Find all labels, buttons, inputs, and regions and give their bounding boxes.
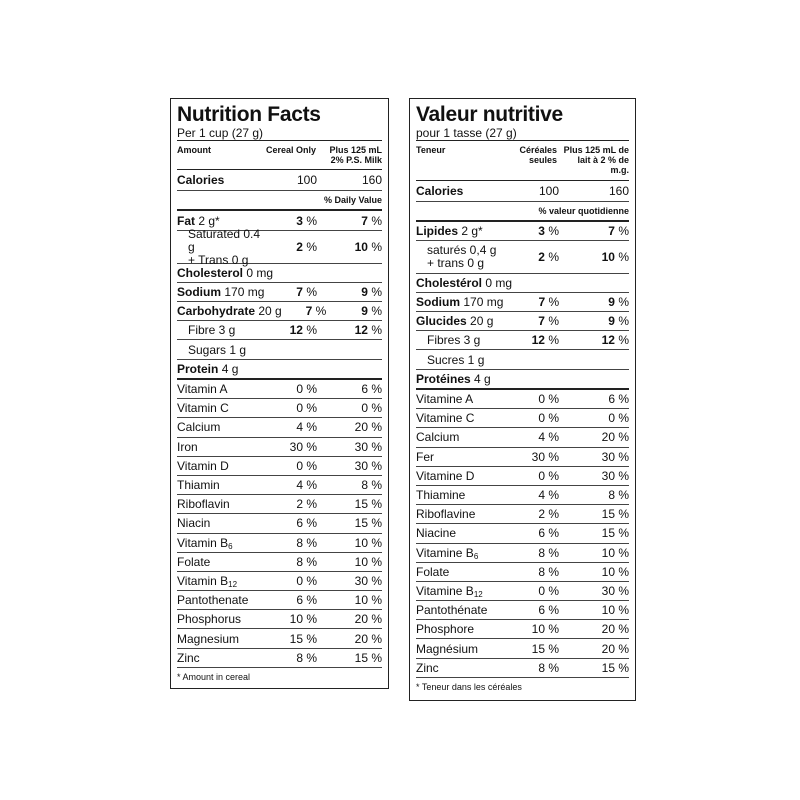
milk-percent: 10 % (601, 564, 629, 579)
milk-percent: 15 % (354, 650, 382, 665)
vitamin-mineral-row (416, 524, 629, 543)
milk-percent: 10 % (601, 603, 629, 618)
percent-sign: % (367, 323, 382, 337)
saturated-milk: 10 (354, 240, 368, 254)
sodium-label: Sodium (177, 285, 221, 299)
nutrient-name: Vitamin A (177, 382, 228, 397)
sodium-milk: 9 (608, 295, 615, 309)
sodium-cereal: 7 (296, 285, 303, 299)
vitamin-mineral-row (416, 448, 629, 467)
milk-percent: 10 % (354, 593, 382, 608)
milk-percent: 20 % (354, 612, 382, 627)
percent-sign: % (367, 304, 382, 318)
percent-sign: % (614, 224, 629, 238)
saturated-row (177, 226, 382, 267)
vitamin-mineral-row (177, 629, 382, 648)
vitamin-mineral-row (177, 514, 382, 533)
cereal-percent: 4 % (296, 478, 317, 493)
milk-percent: 8 % (361, 478, 382, 493)
nutrient-label (416, 469, 503, 483)
panel-title: Nutrition Facts (177, 103, 321, 126)
cereal-percent: 8 % (296, 554, 317, 569)
carbohydrate-cereal: 7 (538, 314, 545, 328)
fibre-label: Fibre 3 g (188, 323, 236, 337)
nutrient-label (416, 450, 503, 464)
cereal-percent: 8 % (538, 660, 559, 675)
vitamin-mineral-row (177, 553, 382, 572)
saturated-row (416, 241, 629, 274)
vitamin-mineral-row (416, 620, 629, 639)
nutrient-name: Vitamin D (177, 458, 229, 473)
nutrient-label (177, 632, 265, 646)
fat-milk: 7 (608, 224, 615, 238)
percent-sign: % (312, 304, 327, 318)
carbohydrate-milk: 9 (608, 314, 615, 328)
protein-row (177, 360, 382, 380)
daily-value-header: % Daily Value (177, 191, 382, 211)
carbohydrate-cereal: 7 (305, 304, 313, 318)
nutrient-name: Magnesium (177, 631, 240, 646)
cereal-percent: 15 % (289, 631, 317, 646)
percent-sign: % (302, 213, 317, 228)
panel-title: Valeur nutritive (416, 103, 563, 126)
vitamin-mineral-row (177, 380, 382, 399)
nutrient-name: Niacine (416, 526, 457, 541)
cholesterol-label: Cholesterol (177, 266, 244, 280)
nutrient-label (177, 497, 265, 511)
sugars-label: Sugars 1 g (188, 342, 247, 357)
vitamin-mineral-row (416, 639, 629, 658)
cereal-percent: 8 % (296, 650, 317, 665)
nutrient-name: Zinc (177, 650, 200, 665)
serving-size: Per 1 cup (27 g) (177, 126, 382, 141)
nutrient-label (177, 382, 265, 396)
cereal-percent: 8 % (538, 545, 559, 560)
nutrient-name: Thiamin (177, 478, 220, 493)
nutrient-label (177, 651, 265, 665)
footnote: * Teneur dans les céréales (416, 681, 522, 692)
milk-percent: 20 % (354, 420, 382, 435)
vitamin-mineral-row (416, 659, 629, 678)
nutrient-name: Vitamine A (416, 392, 474, 407)
nutrient-label (177, 574, 265, 588)
fat-amount: 2 g* (461, 224, 483, 238)
cereal-percent: 0 % (538, 411, 559, 426)
cereal-percent: 0 % (538, 583, 559, 598)
cholesterol-amount: 0 mg (246, 266, 274, 280)
vitamin-mineral-row (177, 438, 382, 457)
vitamin-mineral-row (416, 467, 629, 486)
saturated-line1: saturés 0,4 g (427, 243, 497, 257)
milk-percent: 30 % (354, 573, 382, 588)
vitamin-mineral-row (416, 390, 629, 409)
nutrient-subscript: 6 (473, 551, 479, 561)
milk-percent: 10 % (354, 535, 382, 550)
nutrient-name: Zinc (416, 660, 439, 675)
cereal-percent: 4 % (296, 420, 317, 435)
percent-sign: % (302, 240, 317, 254)
carbohydrate-row (177, 302, 382, 321)
nutrient-name: Niacin (177, 516, 211, 531)
fat-milk: 7 (361, 213, 368, 228)
nutrient-name: Thiamine (416, 488, 466, 503)
protein-label: Protéines (416, 372, 471, 386)
fat-cereal: 3 (296, 213, 303, 228)
cereal-percent: 8 % (296, 535, 317, 550)
nutrient-label (416, 565, 503, 579)
cereal-percent: 6 % (538, 526, 559, 541)
vitamin-mineral-row (177, 476, 382, 495)
vitamin-mineral-row (177, 534, 382, 553)
protein-row (416, 370, 629, 390)
percent-sign: % (614, 314, 629, 328)
vitamin-mineral-row (177, 495, 382, 514)
fibre-cereal: 12 (531, 333, 545, 347)
calories-milk: 160 (608, 184, 629, 198)
trans-line: + trans 0 g (427, 256, 485, 270)
vitamin-list (177, 380, 382, 668)
cereal-percent: 10 % (289, 612, 317, 627)
milk-percent: 30 % (601, 583, 629, 598)
milk-percent: 30 % (354, 439, 382, 454)
sodium-milk: 9 (361, 285, 368, 299)
cereal-percent: 30 % (289, 439, 317, 454)
percent-sign: % (367, 240, 382, 254)
cereal-percent: 2 % (296, 497, 317, 512)
percent-sign: % (302, 323, 317, 337)
percent-sign: % (544, 314, 559, 328)
milk-percent: 15 % (601, 526, 629, 541)
nutrient-name: Iron (177, 439, 198, 454)
calories-label: Calories (177, 173, 225, 187)
nutrient-label (416, 488, 503, 502)
saturated-cereal: 2 (538, 250, 545, 264)
nutrient-name: Folate (416, 564, 450, 579)
cereal-percent: 2 % (538, 507, 559, 522)
saturated-line1: Saturated 0.4 g (188, 226, 261, 254)
cereal-percent: 0 % (538, 468, 559, 483)
nutrient-label (416, 622, 503, 636)
nutrient-name: Vitamine B (416, 545, 474, 560)
nutrient-label (177, 420, 265, 434)
saturated-milk: 10 (601, 250, 615, 264)
sodium-label: Sodium (416, 295, 460, 309)
fat-cereal: 3 (538, 224, 545, 238)
fibre-label: Fibres 3 g (427, 333, 481, 347)
column-header (177, 141, 382, 170)
calories-cereal: 100 (538, 184, 559, 198)
nutrient-name: Vitamine D (416, 468, 475, 483)
milk-percent: 30 % (354, 458, 382, 473)
carbohydrate-label: Glucides (416, 314, 467, 328)
fat-row (416, 222, 629, 241)
nutrient-label (416, 411, 503, 425)
milk-percent: 15 % (601, 660, 629, 675)
footnote: * Amount in cereal (177, 671, 251, 682)
cereal-percent: 4 % (538, 488, 559, 503)
cereal-percent: 6 % (296, 516, 317, 531)
calories-label: Calories (416, 184, 464, 198)
protein-amount: 4 g (221, 362, 239, 376)
cholesterol-label: Cholestérol (416, 276, 483, 290)
nutrient-label (416, 603, 503, 617)
cereal-only-header: Céréales seules (519, 145, 557, 165)
serving-size: pour 1 tasse (27 g) (416, 126, 629, 141)
nutrient-label (177, 612, 265, 626)
carbohydrate-amount: 20 g (470, 314, 494, 328)
nutrient-name: Vitamin B (177, 573, 229, 588)
nutrient-label (177, 401, 265, 415)
percent-sign: % (302, 285, 317, 299)
nutrition-facts-panel-french (409, 98, 636, 701)
nutrient-label (416, 584, 503, 598)
nutrient-name: Pantothenate (177, 593, 249, 608)
nutrient-name: Vitamin C (177, 401, 229, 416)
percent-sign: % (367, 213, 382, 228)
nutrient-label (416, 526, 503, 540)
nutrient-name: Vitamin B (177, 535, 229, 550)
vitamin-mineral-row (416, 544, 629, 563)
with-milk-header: Plus 125 mL 2% P.S. Milk (329, 145, 382, 165)
milk-percent: 8 % (608, 488, 629, 503)
milk-percent: 15 % (601, 507, 629, 522)
fat-amount: 2 g* (198, 213, 220, 228)
nutrient-subscript: 6 (228, 541, 233, 551)
nutrient-name: Vitamine B (416, 583, 474, 598)
cereal-percent: 0 % (296, 458, 317, 473)
milk-percent: 20 % (601, 430, 629, 445)
cholesterol-row (177, 264, 382, 283)
protein-amount: 4 g (474, 372, 491, 386)
carbohydrate-amount: 20 g (258, 304, 282, 318)
nutrient-name: Fer (416, 449, 434, 464)
sodium-cereal: 7 (538, 295, 546, 309)
cereal-percent: 0 % (296, 382, 317, 397)
nutrient-name: Calcium (177, 420, 221, 435)
milk-percent: 20 % (354, 631, 382, 646)
calories-milk: 160 (361, 173, 382, 187)
vitamin-mineral-row (416, 428, 629, 447)
vitamin-mineral-row (177, 591, 382, 610)
cereal-percent: 6 % (538, 603, 559, 618)
vitamin-mineral-row (177, 649, 382, 668)
milk-percent: 30 % (601, 449, 629, 464)
nutrient-label (416, 546, 503, 560)
nutrient-name: Calcium (416, 430, 460, 445)
amount-header: Teneur (416, 145, 446, 155)
milk-percent: 15 % (354, 516, 382, 531)
milk-percent: 10 % (354, 554, 382, 569)
column-header (416, 141, 629, 181)
nutrient-label (416, 507, 503, 521)
sugars-row (177, 340, 382, 360)
cereal-percent: 8 % (538, 564, 559, 579)
nutrient-label (177, 459, 265, 473)
vitamin-mineral-row (416, 505, 629, 524)
nutrient-label (177, 536, 265, 550)
nutrient-name: Phosphore (416, 622, 475, 637)
nutrient-label (177, 440, 265, 454)
fibre-milk: 12 (354, 323, 368, 337)
milk-percent: 6 % (608, 392, 629, 407)
vitamin-mineral-row (177, 418, 382, 437)
nutrient-name: Pantothénate (416, 603, 488, 618)
percent-sign: % (544, 250, 559, 264)
sodium-row (177, 283, 382, 302)
fat-label: Fat (177, 213, 195, 228)
percent-sign: % (545, 295, 560, 309)
carbohydrate-label: Carbohydrate (177, 304, 256, 318)
nutrient-subscript: 12 (228, 579, 238, 589)
amount-header: Amount (177, 145, 211, 155)
nutrient-label (177, 516, 265, 530)
fibre-row (416, 331, 629, 350)
nutrient-label (416, 430, 503, 444)
vitamin-mineral-row (177, 457, 382, 476)
percent-sign: % (614, 295, 629, 309)
percent-sign: % (544, 333, 559, 347)
nutrient-name: Folate (177, 554, 211, 569)
cereal-percent: 15 % (531, 641, 559, 656)
cereal-percent: 6 % (296, 593, 317, 608)
nutrition-facts-panel-english (170, 98, 389, 689)
vitamin-mineral-row (416, 601, 629, 620)
daily-value-header: % valeur quotidienne (416, 202, 629, 222)
percent-sign: % (614, 250, 629, 264)
milk-percent: 15 % (354, 497, 382, 512)
cereal-only-header: Cereal Only (265, 145, 316, 155)
milk-percent: 10 % (601, 545, 629, 560)
nutrient-subscript: 12 (473, 589, 483, 599)
vitamin-mineral-row (416, 582, 629, 601)
trans-line: + Trans 0 g (188, 252, 249, 267)
vitamin-mineral-row (416, 409, 629, 428)
nutrient-name: Magnésium (416, 641, 479, 656)
vitamin-mineral-row (177, 399, 382, 418)
nutrient-name: Riboflavin (177, 497, 230, 512)
milk-percent: 6 % (361, 382, 382, 397)
nutrient-label (416, 661, 503, 675)
cereal-percent: 0 % (538, 392, 559, 407)
protein-label: Protein (177, 362, 219, 376)
nutrient-label (416, 642, 503, 656)
percent-sign: % (544, 224, 559, 238)
saturated-cereal: 2 (296, 240, 303, 254)
sugars-row (416, 350, 629, 370)
milk-percent: 0 % (608, 411, 629, 426)
cholesterol-amount: 0 mg (485, 276, 513, 290)
calories-cereal: 100 (296, 173, 317, 187)
nutrient-name: Riboflavine (416, 507, 476, 522)
percent-sign: % (614, 333, 629, 347)
nutrient-label (177, 593, 265, 607)
with-milk-header: Plus 125 mL de lait à 2 % de m.g. (563, 145, 629, 175)
sugars-label: Sucres 1 g (427, 352, 485, 367)
nutrient-label (177, 555, 265, 569)
fibre-row (177, 321, 382, 340)
cereal-percent: 30 % (531, 449, 559, 464)
nutrient-name: Phosphorus (177, 612, 242, 627)
vitamin-list (416, 390, 629, 678)
milk-percent: 20 % (601, 622, 629, 637)
fibre-cereal: 12 (289, 323, 303, 337)
vitamin-mineral-row (416, 563, 629, 582)
cholesterol-row (416, 274, 629, 293)
sodium-amount: 170 mg (463, 295, 504, 309)
cereal-percent: 0 % (296, 573, 317, 588)
vitamin-mineral-row (177, 572, 382, 591)
carbohydrate-milk: 9 (361, 304, 368, 318)
vitamin-mineral-row (416, 486, 629, 505)
milk-percent: 30 % (601, 468, 629, 483)
percent-sign: % (367, 285, 382, 299)
cereal-percent: 4 % (538, 430, 559, 445)
carbohydrate-row (416, 312, 629, 331)
nutrient-label (416, 392, 503, 406)
nutrient-label (177, 478, 265, 492)
sodium-amount: 170 mg (224, 285, 265, 299)
calories-row (177, 170, 382, 191)
milk-percent: 0 % (361, 401, 382, 416)
fat-label: Lipides (416, 224, 459, 238)
calories-row (416, 181, 629, 202)
sodium-row (416, 293, 629, 312)
fibre-milk: 12 (601, 333, 615, 347)
cereal-percent: 0 % (296, 401, 317, 416)
cereal-percent: 10 % (531, 622, 559, 637)
vitamin-mineral-row (177, 610, 382, 629)
milk-percent: 20 % (601, 641, 629, 656)
nutrient-name: Vitamine C (416, 411, 475, 426)
